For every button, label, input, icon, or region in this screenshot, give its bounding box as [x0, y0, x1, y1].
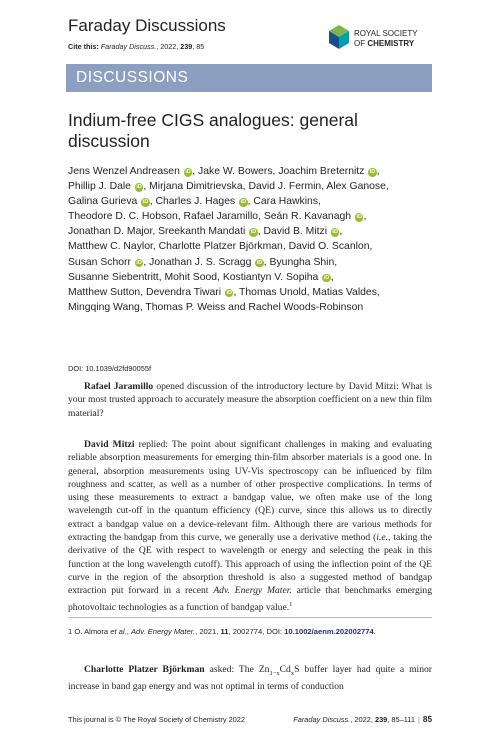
reference-volume: 11 [220, 627, 229, 636]
author-name: Matthew C. Naylor [68, 241, 153, 253]
reference-1 [68, 627, 432, 636]
author-name: Joachim Breternitz [278, 166, 365, 177]
cite-journal: Faraday Discuss. [100, 42, 157, 51]
paragraph-text: replied: The point about significant challenges in making and evaluating reliable absorption measurements for emerging thin-film absorber materials is a good one. In general, absorption measurements using UV-Vis spectroscopy can be influenced by film roughness and scatter, as well as a number of other prospective complications. In terms of using these measurements to extract a bandgap value, we often make use of the long wavelength cut-off in the quantum efficiency (QE) curve, since this allows us to directly extract a bandgap value on a device-relevant film. Although there are various methods for extracting the bandgap from this curve, we generally use a derivative method ( [68, 439, 432, 544]
orcid-icon[interactable]: iD [250, 229, 257, 236]
reference-etal: et al. [110, 627, 127, 636]
author-name: Rafael Jaramillo [183, 211, 259, 223]
reference-year: , 2021, [195, 627, 221, 636]
footer-separator: | [417, 715, 420, 724]
subscript: x [290, 669, 295, 677]
orcid-icon[interactable]: iD [369, 169, 376, 175]
author-name: David O. Scanlon [288, 241, 370, 253]
orcid-icon[interactable]: iD [256, 259, 263, 266]
author-name: Thomas Unold [239, 286, 307, 298]
discussion-paragraph-2 [68, 438, 432, 614]
article-title: Indium-free CIGS analogues: general discussion [68, 110, 358, 151]
footer-citation [293, 715, 432, 724]
footer-journal: Faraday Discuss. [293, 715, 351, 724]
orcid-icon[interactable]: iD [356, 214, 362, 221]
author-name: Theodore D. C. Hobson [68, 211, 178, 223]
article-doi[interactable]: DOI: 10.1039/d2fd90055f [68, 364, 152, 373]
reference-journal: Adv. Energy Mater. [130, 627, 196, 636]
reference-details: , 2002774, DOI: [228, 627, 285, 636]
author-name: Susan Schorr [68, 256, 131, 268]
cite-label: Cite this: [68, 42, 99, 51]
speaker-name: David Mitzi [84, 439, 135, 450]
orcid-icon[interactable]: iD [142, 199, 149, 206]
author-name: David B. Mitzi [263, 226, 328, 238]
author-name: Susanne Siebentritt [68, 271, 159, 283]
page-number: 85 [422, 715, 432, 724]
section-banner: DISCUSSIONS [66, 64, 432, 92]
cite-pages: , 85 [192, 42, 205, 51]
author-name: Rachel Woods-Robinson [248, 301, 364, 313]
author-name: Jonathan D. Major [68, 226, 153, 238]
journal-title: Faraday Discussions [68, 16, 226, 35]
cite-volume: 239 [180, 42, 193, 51]
rsc-logo-text [354, 29, 418, 49]
journal-name: Adv. Energy Mater. [213, 585, 292, 597]
author-name: Alex Ganose [326, 181, 386, 193]
author-name: Kostiantyn V. Sopiha [222, 271, 319, 283]
orcid-icon[interactable]: iD [332, 229, 338, 236]
reference-marker[interactable]: 1 [289, 600, 293, 608]
author-name: Phillip J. Dale [68, 181, 131, 193]
orcid-icon[interactable]: iD [136, 259, 142, 266]
author-name: Matias Valdes [312, 286, 377, 298]
footer-copyright: This journal is © The Royal Society of Chemistry 2022 [68, 715, 246, 724]
paragraph-text: S buffer layer had quite a minor increase in band gap energy and was not optimal in terms of conduction [68, 664, 432, 693]
author-name: Seán R. Kavanagh [263, 211, 352, 223]
rsc-logo-line1: ROYAL SOCIETY [354, 29, 418, 38]
author-name: Cara Hawkins [253, 196, 319, 208]
cite-year: , 2022, [156, 42, 181, 51]
subscript: 1−x [269, 669, 280, 677]
rsc-logo-line2-bold: CHEMISTRY [367, 39, 415, 48]
author-name: Charlotte Platzer Björkman [158, 241, 283, 253]
paragraph-text: , taking the derivative of the QE with respect to wavelength or energy and selecting the peak in this function at the long wavelength cutoff). This approach of using the inflection point of the QE curve in the region of the absorption threshold is also a suggested method of bandgap extraction put forward in a recent [68, 532, 432, 597]
reference-doi-link[interactable]: 10.1002/aenm.202002774 [284, 627, 374, 636]
reference-end: . [373, 627, 376, 636]
author-name: Mohit Sood [164, 271, 218, 283]
reference-number: 1 [68, 627, 73, 636]
discussion-paragraph-1 [68, 380, 432, 420]
speaker-name: Charlotte Platzer Björkman [84, 664, 205, 675]
author-list: Jens Wenzel Andreasen iD , Jake W. Bowers, Joachim Breternitz iD , Phillip J. Dale iD , Mirjana Dimitrievska, David J. Fermin, Alex Ganose, Galina Gurieva iD , Charles J. Hages iD , Cara Hawkins, Theodore D. C. Hobson, Rafael Jaramillo, Seán R. Kavanagh iD , Jonathan D. Major, Sreekanth Mandati iD , David B. Mitzi iD , Matthew C. Naylor, Charlotte Platzer Björkman, David O. Scanlon, Susan Schorr iD , Jonathan J. S. Scragg iD , Byungha Shin, Susanne Siebentritt, Mohit Sood, Kostiantyn V. Sopiha iD , Matthew Sutton, Devendra Tiwari iD , Thomas Unold, Matias Valdes, Mingqing Wang, Thomas P. Weiss and Rachel Woods-Robinson [68, 166, 389, 313]
author-name: Jake W. Bowers [198, 166, 273, 177]
footer-volume: 239 [374, 715, 388, 724]
paragraph-text: Cd [279, 664, 291, 675]
rsc-logo-line2-prefix: OF [354, 39, 368, 48]
footer-pages: , 85–111 [387, 715, 415, 724]
discussion-paragraph-3 [68, 663, 432, 694]
author-name: Mirjana Dimitrievska [149, 181, 243, 193]
rsc-logo[interactable] [327, 24, 439, 54]
author-name: Devendra Tiwari [145, 286, 222, 298]
orcid-icon[interactable]: iD [226, 289, 232, 296]
paragraph-text: opened discussion of the introductory lecture by David Mitzi: What is your most trusted approach to accurately measure the absorption coefficient on a new thin film material? [68, 381, 432, 419]
speaker-name: Rafael Jaramillo [84, 381, 154, 392]
paragraph-italic: i.e. [376, 532, 389, 544]
author-name: Byungha Shin [269, 256, 335, 268]
author-name: Jens Wenzel Andreasen [68, 166, 180, 177]
orcid-icon[interactable]: iD [240, 199, 247, 206]
author-name: Jonathan J. S. Scragg [149, 256, 252, 268]
footer-year: , 2022, [350, 715, 375, 724]
orcid-icon[interactable]: iD [185, 169, 191, 175]
reference-authors: O. Almora [74, 627, 111, 636]
author-name: Thomas P. Weiss [145, 301, 226, 313]
paragraph-text: asked: The Zn [204, 664, 270, 675]
orcid-icon[interactable]: iD [136, 184, 142, 191]
author-name: David J. Fermin [248, 181, 322, 193]
citation-line [68, 42, 204, 51]
reference-sep: , [126, 627, 131, 636]
paragraph-text: article that benchmarks emerging photovoltaic technologies as a function of bandgap value. [68, 585, 432, 613]
author-name: Matthew Sutton [68, 286, 141, 298]
orcid-icon[interactable]: iD [323, 274, 330, 281]
author-name: Galina Gurieva [68, 196, 138, 208]
author-name: Charles J. Hages [155, 196, 236, 208]
reference-divider [68, 617, 432, 618]
rsc-hexagon-icon [327, 24, 351, 52]
author-name: Mingqing Wang [68, 301, 140, 313]
author-name: Sreekanth Mandati [158, 226, 246, 238]
